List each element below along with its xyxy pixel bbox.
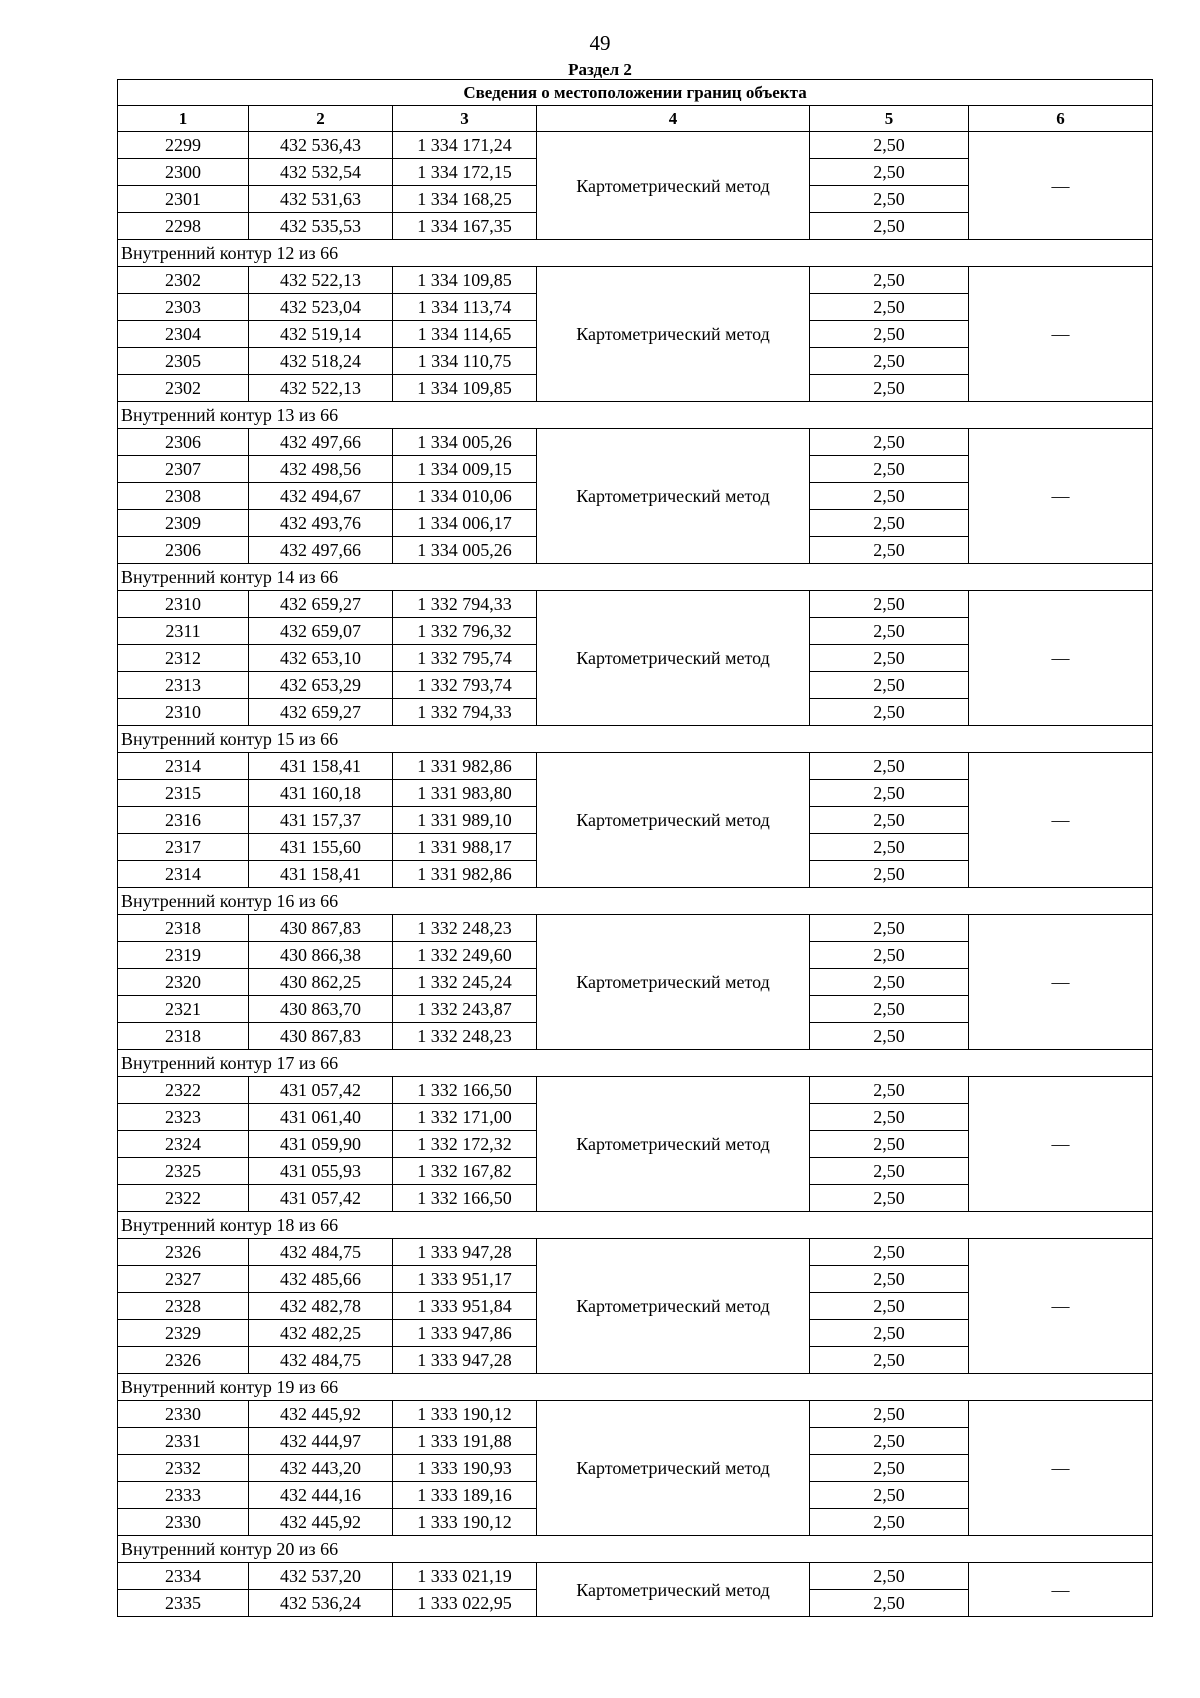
accuracy-cell: 2,50	[810, 132, 969, 159]
y-coordinate-cell: 1 331 982,86	[393, 861, 537, 888]
accuracy-cell: 2,50	[810, 591, 969, 618]
description-cell: —	[969, 1077, 1153, 1212]
y-coordinate-cell: 1 333 190,12	[393, 1401, 537, 1428]
y-coordinate-cell: 1 334 167,35	[393, 213, 537, 240]
accuracy-cell: 2,50	[810, 1347, 969, 1374]
y-coordinate-cell: 1 333 189,16	[393, 1482, 537, 1509]
accuracy-cell: 2,50	[810, 456, 969, 483]
column-header: 4	[537, 106, 810, 132]
table-row	[118, 1239, 1153, 1266]
point-number-cell: 2322	[118, 1185, 249, 1212]
x-coordinate-cell: 432 498,56	[249, 456, 393, 483]
y-coordinate-cell: 1 332 794,33	[393, 699, 537, 726]
x-coordinate-cell: 431 061,40	[249, 1104, 393, 1131]
y-coordinate-cell: 1 333 190,12	[393, 1509, 537, 1536]
description-cell: —	[969, 915, 1153, 1050]
point-number-cell: 2331	[118, 1428, 249, 1455]
column-header: 1	[118, 106, 249, 132]
x-coordinate-cell: 431 158,41	[249, 861, 393, 888]
method-cell: Картометрический метод	[537, 915, 810, 1050]
accuracy-cell: 2,50	[810, 942, 969, 969]
method-cell: Картометрический метод	[537, 429, 810, 564]
page-number: 49	[589, 31, 611, 55]
x-coordinate-cell: 431 055,93	[249, 1158, 393, 1185]
y-coordinate-cell: 1 334 109,85	[393, 267, 537, 294]
x-coordinate-cell: 431 057,42	[249, 1185, 393, 1212]
point-number-cell: 2334	[118, 1563, 249, 1590]
point-number-cell: 2326	[118, 1239, 249, 1266]
x-coordinate-cell: 432 444,16	[249, 1482, 393, 1509]
y-coordinate-cell: 1 331 982,86	[393, 753, 537, 780]
table-row	[118, 267, 1153, 294]
table-row	[118, 753, 1153, 780]
accuracy-cell: 2,50	[810, 510, 969, 537]
x-coordinate-cell: 432 497,66	[249, 429, 393, 456]
accuracy-cell: 2,50	[810, 1131, 969, 1158]
column-header: 5	[810, 106, 969, 132]
contour-header-row	[118, 1050, 1153, 1077]
y-coordinate-cell: 1 334 168,25	[393, 186, 537, 213]
x-coordinate-cell: 432 659,27	[249, 591, 393, 618]
accuracy-cell: 2,50	[810, 1320, 969, 1347]
y-coordinate-cell: 1 334 006,17	[393, 510, 537, 537]
x-coordinate-cell: 432 659,27	[249, 699, 393, 726]
table-row	[118, 1401, 1153, 1428]
x-coordinate-cell: 432 519,14	[249, 321, 393, 348]
point-number-cell: 2320	[118, 969, 249, 996]
y-coordinate-cell: 1 334 005,26	[393, 537, 537, 564]
table-row	[118, 429, 1153, 456]
contour-label: Внутренний контур 13 из 66	[118, 402, 1153, 429]
y-coordinate-cell: 1 332 795,74	[393, 645, 537, 672]
y-coordinate-cell: 1 333 947,28	[393, 1347, 537, 1374]
point-number-cell: 2311	[118, 618, 249, 645]
y-coordinate-cell: 1 332 245,24	[393, 969, 537, 996]
table-row	[118, 1077, 1153, 1104]
point-number-cell: 2300	[118, 159, 249, 186]
y-coordinate-cell: 1 331 989,10	[393, 807, 537, 834]
y-coordinate-cell: 1 333 191,88	[393, 1428, 537, 1455]
point-number-cell: 2307	[118, 456, 249, 483]
contour-header-row	[118, 402, 1153, 429]
description-cell: —	[969, 1401, 1153, 1536]
method-cell: Картометрический метод	[537, 753, 810, 888]
y-coordinate-cell: 1 334 110,75	[393, 348, 537, 375]
point-number-cell: 2328	[118, 1293, 249, 1320]
accuracy-cell: 2,50	[810, 1023, 969, 1050]
method-cell: Картометрический метод	[537, 1077, 810, 1212]
x-coordinate-cell: 432 484,75	[249, 1347, 393, 1374]
y-coordinate-cell: 1 334 109,85	[393, 375, 537, 402]
x-coordinate-cell: 432 659,07	[249, 618, 393, 645]
table-row	[118, 132, 1153, 159]
y-coordinate-cell: 1 332 249,60	[393, 942, 537, 969]
contour-header-row	[118, 1212, 1153, 1239]
point-number-cell: 2317	[118, 834, 249, 861]
point-number-cell: 2335	[118, 1590, 249, 1617]
accuracy-cell: 2,50	[810, 1158, 969, 1185]
table-title: Сведения о местоположении границ объекта	[118, 80, 1153, 106]
y-coordinate-cell: 1 332 171,00	[393, 1104, 537, 1131]
point-number-cell: 2309	[118, 510, 249, 537]
x-coordinate-cell: 432 445,92	[249, 1401, 393, 1428]
point-number-cell: 2301	[118, 186, 249, 213]
x-coordinate-cell: 430 862,25	[249, 969, 393, 996]
method-cell: Картометрический метод	[537, 132, 810, 240]
accuracy-cell: 2,50	[810, 780, 969, 807]
accuracy-cell: 2,50	[810, 321, 969, 348]
point-number-cell: 2306	[118, 537, 249, 564]
accuracy-cell: 2,50	[810, 1239, 969, 1266]
point-number-cell: 2308	[118, 483, 249, 510]
accuracy-cell: 2,50	[810, 861, 969, 888]
x-coordinate-cell: 432 522,13	[249, 267, 393, 294]
section-title: Раздел 2	[568, 60, 632, 79]
y-coordinate-cell: 1 333 021,19	[393, 1563, 537, 1590]
method-cell: Картометрический метод	[537, 1239, 810, 1374]
y-coordinate-cell: 1 332 248,23	[393, 915, 537, 942]
y-coordinate-cell: 1 332 172,32	[393, 1131, 537, 1158]
x-coordinate-cell: 432 485,66	[249, 1266, 393, 1293]
x-coordinate-cell: 432 445,92	[249, 1509, 393, 1536]
accuracy-cell: 2,50	[810, 1455, 969, 1482]
point-number-cell: 2314	[118, 861, 249, 888]
point-number-cell: 2302	[118, 375, 249, 402]
x-coordinate-cell: 430 867,83	[249, 1023, 393, 1050]
contour-label: Внутренний контур 12 из 66	[118, 240, 1153, 267]
contour-header-row	[118, 1374, 1153, 1401]
accuracy-cell: 2,50	[810, 915, 969, 942]
y-coordinate-cell: 1 333 951,84	[393, 1293, 537, 1320]
contour-header-row	[118, 564, 1153, 591]
x-coordinate-cell: 431 160,18	[249, 780, 393, 807]
x-coordinate-cell: 431 158,41	[249, 753, 393, 780]
point-number-cell: 2314	[118, 753, 249, 780]
point-number-cell: 2310	[118, 591, 249, 618]
y-coordinate-cell: 1 332 167,82	[393, 1158, 537, 1185]
x-coordinate-cell: 432 536,43	[249, 132, 393, 159]
point-number-cell: 2305	[118, 348, 249, 375]
accuracy-cell: 2,50	[810, 1293, 969, 1320]
point-number-cell: 2325	[118, 1158, 249, 1185]
column-header: 2	[249, 106, 393, 132]
y-coordinate-cell: 1 333 947,86	[393, 1320, 537, 1347]
table-row	[118, 1563, 1153, 1590]
accuracy-cell: 2,50	[810, 807, 969, 834]
accuracy-cell: 2,50	[810, 1185, 969, 1212]
accuracy-cell: 2,50	[810, 1266, 969, 1293]
y-coordinate-cell: 1 332 243,87	[393, 996, 537, 1023]
y-coordinate-cell: 1 331 988,17	[393, 834, 537, 861]
x-coordinate-cell: 432 493,76	[249, 510, 393, 537]
contour-label: Внутренний контур 19 из 66	[118, 1374, 1153, 1401]
x-coordinate-cell: 432 653,10	[249, 645, 393, 672]
accuracy-cell: 2,50	[810, 834, 969, 861]
accuracy-cell: 2,50	[810, 186, 969, 213]
point-number-cell: 2324	[118, 1131, 249, 1158]
accuracy-cell: 2,50	[810, 1401, 969, 1428]
contour-header-row	[118, 240, 1153, 267]
y-coordinate-cell: 1 332 796,32	[393, 618, 537, 645]
x-coordinate-cell: 430 866,38	[249, 942, 393, 969]
x-coordinate-cell: 432 537,20	[249, 1563, 393, 1590]
y-coordinate-cell: 1 331 983,80	[393, 780, 537, 807]
point-number-cell: 2304	[118, 321, 249, 348]
accuracy-cell: 2,50	[810, 1482, 969, 1509]
method-cell: Картометрический метод	[537, 1563, 810, 1617]
description-cell: —	[969, 429, 1153, 564]
point-number-cell: 2312	[118, 645, 249, 672]
accuracy-cell: 2,50	[810, 1509, 969, 1536]
point-number-cell: 2315	[118, 780, 249, 807]
table-row	[118, 591, 1153, 618]
contour-label: Внутренний контур 18 из 66	[118, 1212, 1153, 1239]
table-title-row	[118, 80, 1153, 106]
method-cell: Картометрический метод	[537, 267, 810, 402]
x-coordinate-cell: 430 867,83	[249, 915, 393, 942]
accuracy-cell: 2,50	[810, 213, 969, 240]
y-coordinate-cell: 1 334 010,06	[393, 483, 537, 510]
point-number-cell: 2302	[118, 267, 249, 294]
contour-label: Внутренний контур 17 из 66	[118, 1050, 1153, 1077]
y-coordinate-cell: 1 332 248,23	[393, 1023, 537, 1050]
accuracy-cell: 2,50	[810, 294, 969, 321]
point-number-cell: 2318	[118, 1023, 249, 1050]
x-coordinate-cell: 432 532,54	[249, 159, 393, 186]
accuracy-cell: 2,50	[810, 375, 969, 402]
point-number-cell: 2321	[118, 996, 249, 1023]
y-coordinate-cell: 1 333 951,17	[393, 1266, 537, 1293]
x-coordinate-cell: 432 484,75	[249, 1239, 393, 1266]
column-header: 6	[969, 106, 1153, 132]
x-coordinate-cell: 431 157,37	[249, 807, 393, 834]
method-cell: Картометрический метод	[537, 591, 810, 726]
point-number-cell: 2306	[118, 429, 249, 456]
y-coordinate-cell: 1 332 794,33	[393, 591, 537, 618]
accuracy-cell: 2,50	[810, 348, 969, 375]
description-cell: —	[969, 591, 1153, 726]
contour-label: Внутренний контур 15 из 66	[118, 726, 1153, 753]
y-coordinate-cell: 1 332 166,50	[393, 1185, 537, 1212]
x-coordinate-cell: 430 863,70	[249, 996, 393, 1023]
accuracy-cell: 2,50	[810, 753, 969, 780]
contour-header-row	[118, 726, 1153, 753]
y-coordinate-cell: 1 334 009,15	[393, 456, 537, 483]
point-number-cell: 2303	[118, 294, 249, 321]
point-number-cell: 2332	[118, 1455, 249, 1482]
table-row	[118, 915, 1153, 942]
accuracy-cell: 2,50	[810, 159, 969, 186]
x-coordinate-cell: 432 497,66	[249, 537, 393, 564]
column-header: 3	[393, 106, 537, 132]
y-coordinate-cell: 1 333 022,95	[393, 1590, 537, 1617]
accuracy-cell: 2,50	[810, 996, 969, 1023]
point-number-cell: 2318	[118, 915, 249, 942]
x-coordinate-cell: 432 531,63	[249, 186, 393, 213]
y-coordinate-cell: 1 332 793,74	[393, 672, 537, 699]
accuracy-cell: 2,50	[810, 483, 969, 510]
x-coordinate-cell: 432 523,04	[249, 294, 393, 321]
point-number-cell: 2326	[118, 1347, 249, 1374]
x-coordinate-cell: 431 059,90	[249, 1131, 393, 1158]
x-coordinate-cell: 432 522,13	[249, 375, 393, 402]
point-number-cell: 2298	[118, 213, 249, 240]
point-number-cell: 2330	[118, 1401, 249, 1428]
point-number-cell: 2329	[118, 1320, 249, 1347]
accuracy-cell: 2,50	[810, 969, 969, 996]
description-cell: —	[969, 267, 1153, 402]
point-number-cell: 2327	[118, 1266, 249, 1293]
x-coordinate-cell: 432 535,53	[249, 213, 393, 240]
accuracy-cell: 2,50	[810, 537, 969, 564]
y-coordinate-cell: 1 334 114,65	[393, 321, 537, 348]
point-number-cell: 2323	[118, 1104, 249, 1131]
accuracy-cell: 2,50	[810, 1077, 969, 1104]
point-number-cell: 2316	[118, 807, 249, 834]
y-coordinate-cell: 1 333 947,28	[393, 1239, 537, 1266]
y-coordinate-cell: 1 334 113,74	[393, 294, 537, 321]
x-coordinate-cell: 431 155,60	[249, 834, 393, 861]
contour-label: Внутренний контур 20 из 66	[118, 1536, 1153, 1563]
x-coordinate-cell: 432 653,29	[249, 672, 393, 699]
x-coordinate-cell: 432 482,78	[249, 1293, 393, 1320]
accuracy-cell: 2,50	[810, 1428, 969, 1455]
description-cell: —	[969, 753, 1153, 888]
contour-label: Внутренний контур 16 из 66	[118, 888, 1153, 915]
x-coordinate-cell: 432 536,24	[249, 1590, 393, 1617]
contour-header-row	[118, 888, 1153, 915]
x-coordinate-cell: 432 518,24	[249, 348, 393, 375]
column-header-row	[118, 106, 1153, 132]
description-cell: —	[969, 132, 1153, 240]
accuracy-cell: 2,50	[810, 699, 969, 726]
point-number-cell: 2322	[118, 1077, 249, 1104]
accuracy-cell: 2,50	[810, 672, 969, 699]
point-number-cell: 2319	[118, 942, 249, 969]
x-coordinate-cell: 432 443,20	[249, 1455, 393, 1482]
x-coordinate-cell: 431 057,42	[249, 1077, 393, 1104]
x-coordinate-cell: 432 494,67	[249, 483, 393, 510]
accuracy-cell: 2,50	[810, 267, 969, 294]
accuracy-cell: 2,50	[810, 429, 969, 456]
contour-label: Внутренний контур 14 из 66	[118, 564, 1153, 591]
contour-header-row	[118, 1536, 1153, 1563]
y-coordinate-cell: 1 332 166,50	[393, 1077, 537, 1104]
coordinates-table	[117, 79, 1153, 1617]
x-coordinate-cell: 432 482,25	[249, 1320, 393, 1347]
point-number-cell: 2313	[118, 672, 249, 699]
y-coordinate-cell: 1 334 172,15	[393, 159, 537, 186]
y-coordinate-cell: 1 333 190,93	[393, 1455, 537, 1482]
point-number-cell: 2333	[118, 1482, 249, 1509]
method-cell: Картометрический метод	[537, 1401, 810, 1536]
point-number-cell: 2299	[118, 132, 249, 159]
description-cell: —	[969, 1239, 1153, 1374]
y-coordinate-cell: 1 334 171,24	[393, 132, 537, 159]
accuracy-cell: 2,50	[810, 1590, 969, 1617]
accuracy-cell: 2,50	[810, 1104, 969, 1131]
description-cell: —	[969, 1563, 1153, 1617]
point-number-cell: 2310	[118, 699, 249, 726]
accuracy-cell: 2,50	[810, 645, 969, 672]
accuracy-cell: 2,50	[810, 1563, 969, 1590]
accuracy-cell: 2,50	[810, 618, 969, 645]
x-coordinate-cell: 432 444,97	[249, 1428, 393, 1455]
y-coordinate-cell: 1 334 005,26	[393, 429, 537, 456]
point-number-cell: 2330	[118, 1509, 249, 1536]
